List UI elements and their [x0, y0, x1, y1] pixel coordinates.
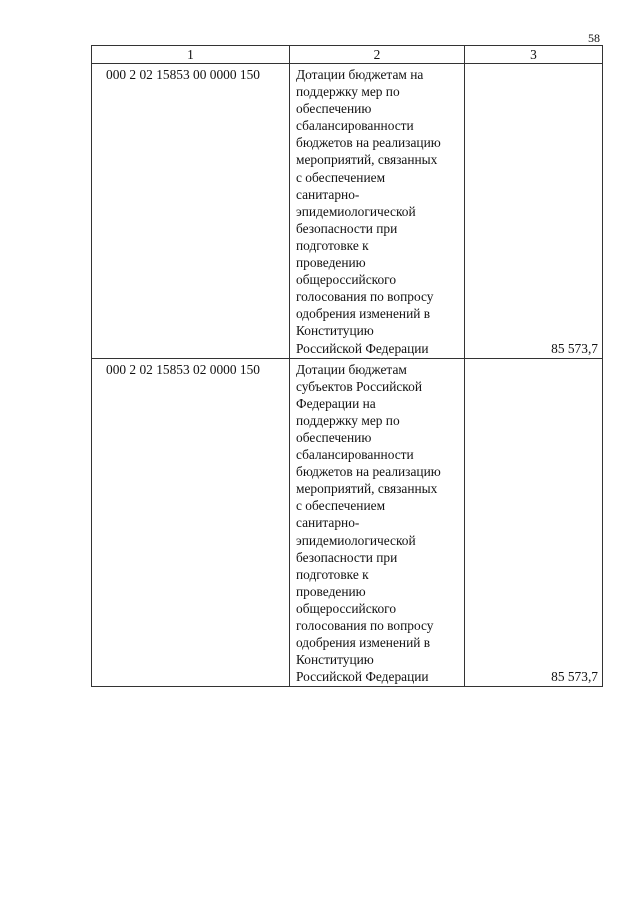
description-line: санитарно-: [296, 186, 360, 202]
column-header-1: 1: [92, 46, 290, 64]
description-line: мероприятий, связанных: [296, 152, 438, 168]
description-line: одобрения изменений в: [296, 635, 431, 651]
description-cell: [290, 64, 465, 359]
description-line: бюджетов на реализацию: [296, 464, 441, 480]
description-line: эпидемиологической: [296, 203, 416, 219]
description-line: сбалансированности: [296, 447, 414, 463]
description-line: обеспечению: [296, 101, 372, 117]
column-header-2: 2: [290, 46, 465, 64]
description-line: проведению: [296, 583, 366, 599]
description-line: поддержку мер по: [296, 84, 400, 100]
description-line: общероссийского: [296, 272, 397, 288]
table-body: [92, 64, 603, 687]
description-line: Конституцию: [296, 323, 374, 339]
amount-cell: 85 573,7: [465, 64, 603, 359]
description-line: санитарно-: [296, 515, 360, 531]
description-line: бюджетов на реализацию: [296, 135, 441, 151]
description-line: одобрения изменений в: [296, 306, 431, 322]
description-cell: [290, 358, 465, 687]
description-line: поддержку мер по: [296, 412, 400, 428]
budget-code-cell: 000 2 02 15853 00 0000 150: [92, 64, 290, 359]
table-header-row: [92, 46, 603, 64]
description-line: мероприятий, связанных: [296, 481, 438, 497]
column-header-3: 3: [465, 46, 603, 64]
description-line: Дотации бюджетам: [296, 361, 407, 377]
description-line: голосования по вопросу: [296, 289, 434, 305]
description-line: Конституцию: [296, 652, 374, 668]
budget-code-cell: 000 2 02 15853 02 0000 150: [92, 358, 290, 687]
description-line: безопасности при: [296, 549, 398, 565]
description-line: Российской Федерации: [296, 340, 429, 356]
description-line: подготовке к: [296, 566, 369, 582]
table-row: [92, 64, 603, 359]
description-line: субъектов Российской: [296, 378, 422, 394]
description-line: Дотации бюджетам на: [296, 67, 424, 82]
table-row: [92, 358, 603, 687]
description-line: Федерации на: [296, 395, 376, 411]
description-line: Российской Федерации: [296, 669, 429, 685]
description-line: проведению: [296, 255, 366, 271]
description-line: с обеспечением: [296, 169, 386, 185]
description-line: с обеспечением: [296, 498, 386, 514]
amount-cell: 85 573,7: [465, 358, 603, 687]
budget-table: [91, 45, 603, 687]
description-line: голосования по вопросу: [296, 618, 434, 633]
description-line: безопасности при: [296, 220, 398, 236]
description-line: эпидемиологической: [296, 532, 416, 548]
description-line: общероссийского: [296, 600, 397, 616]
description-line: сбалансированности: [296, 118, 414, 134]
description-line: подготовке к: [296, 237, 369, 253]
description-line: обеспечению: [296, 429, 372, 445]
page-number: 58: [588, 31, 600, 45]
